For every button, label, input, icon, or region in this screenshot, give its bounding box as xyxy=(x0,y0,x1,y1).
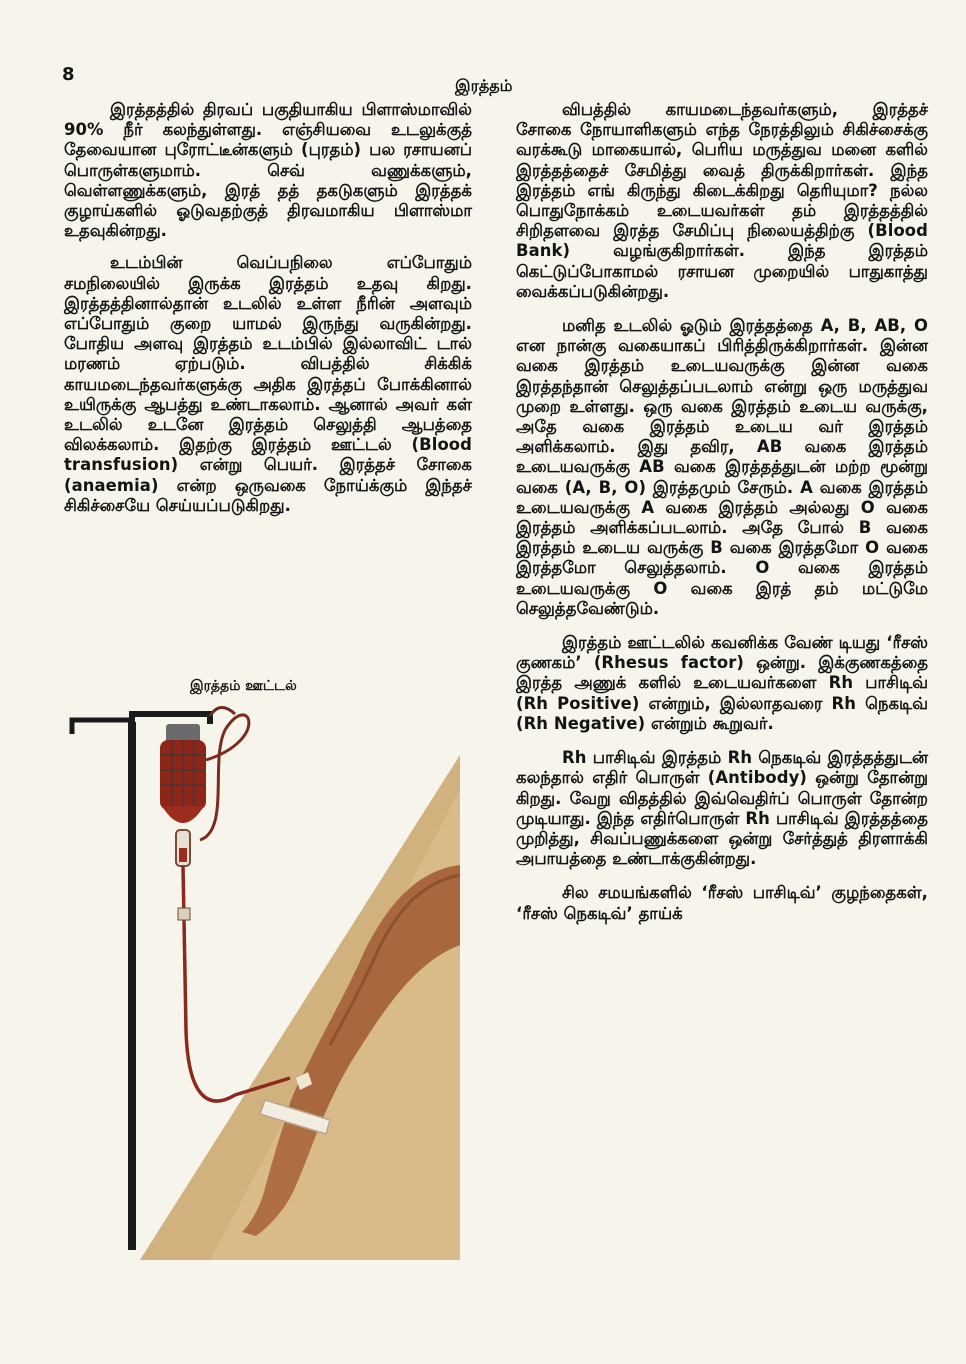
paragraph-plasma: இரத்தத்தில் திரவப் பகுதியாகிய பிளாஸ்மாவில் 90% நீர் கலந்துள்ளது. எஞ்சியவை உடலுக்குத் தேவையான புரோட்டீன்களும் (புரதம்) பல ரசாயனப் பொருள்களுமாம். செவ் வணுக்களும், வெள்ளணுக்களும், இரத் தத் தகடுகளும் இரத்தக் குழாய்களில் ஓடுவதற்குத் திரவமாகிய பிளாஸ்மா உதவுகின்றது. xyxy=(64,100,472,241)
paragraph-body-temperature: உடம்பின் வெப்பநிலை எப்போதும் சமநிலையில் இருக்க இரத்தம் உதவு கிறது. இரத்தத்தினால்தான் உடலில் உள்ள நீரின் அளவும் எப்போதும் குறை யாமல் இருந்து வருகின்றது. போதிய அளவு இரத்தம் உடம்பில் இல்லாவிட் டால் மரணம் ஏற்படும். விபத்தில் சிக்கிக் காயமடைந்தவர்களுக்கு அதிக இரத்தப் போக்கினால் உயிருக்கு ஆபத்து உண்டாகலாம். ஆனால் அவர் கள் உடலில் உடனே இரத்தம் செலுத்தி ஆபத்தை விலக்கலாம். இதற்கு இரத்தம் ஊட்டல் (Blood transfusion) என்று பெயர். இரத்தச் சோகை (anaemia) என்ற ஒருவகை நோய்க்கும் இந்தச் சிகிச்சையே செய்யப்படுகிறது. xyxy=(64,253,472,515)
paragraph-antibody: Rh பாசிடிவ் இரத்தம் Rh நெகடிவ் இரத்தத்துடன் கலந்தால் எதிர் பொருள் (Antibody) ஒன்று தோன்று கிறது. வேறு விதத்தில் இவ்வெதிர்ப் பொருள் தோன்ற முடியாது. இந்த எதிர்பொருள் Rh பாசிடிவ் இரத்தத்தை முறித்து, சிவப்பணுக்களை ஒன்று சேர்த்துத் திரளாக்கி அபாயத்தை உண்டாக்குகின்றது. xyxy=(516,748,928,869)
paragraph-rhesus-children: சில சமயங்களில் ‘ரீசஸ் பாசிடிவ்’ குழந்தைகள், ‘ரீசஸ் நெகடிவ்’ தாய்க் xyxy=(516,883,928,923)
page-number: 8 xyxy=(62,64,75,85)
figure-caption: இரத்தம் ஊட்டல் xyxy=(190,678,297,694)
paragraph-blood-groups: மனித உடலில் ஓடும் இரத்தத்தை A, B, AB, O என நான்கு வகையாகப் பிரித்திருக்கிறார்கள். இன்ன வகை இரத்தம் உடையவருக்கு இன்ன வகை இரத்தந்தான் செலுத்தப்படலாம் என்று ஒரு மருத்துவ முறை உள்ளது. ஒரு வகை இரத்தம் உடைய வருக்கு, அதே வகை இரத்தம் உடைய வர் இரத்தம் அளிக்கலாம். இது தவிர, AB வகை இரத்தம் உடையவருக்கு AB வகை இரத்தத்துடன் மற்ற மூன்று வகை (A, B, O) இரத்தமும் சேரும். A வகை இரத்தம் உடையவருக்கு A வகை இரத்தம் அல்லது O வகை இரத்தம் அளிக்கப்படலாம். அதே போல் B வகை இரத்தம் உடைய வருக்கு B வகை இரத்தமோ O வகை இரத்தமோ செலுத்தலாம். O வகை இரத்தம் உடையவருக்கு O வகை இரத் தம் மட்டுமே செலுத்தவேண்டும். xyxy=(516,316,928,618)
blood-transfusion-illustration xyxy=(60,700,460,1260)
iv-stand-hook xyxy=(132,714,210,724)
left-column xyxy=(64,100,472,528)
paragraph-rhesus-factor: இரத்தம் ஊட்டலில் கவனிக்க வேண் டியது ‘ரீசஸ் குணகம்’ (Rhesus factor) ஒன்று. இக்குணகத்தை இரத்த அணுக் களில் உடையவர்களை Rh பாசிடிவ் (Rh Positive) என்றும், இல்லாதவரை Rh நெகடிவ் (Rh Negative) என்றும் கூறுவர். xyxy=(516,633,928,733)
iv-stand-pole xyxy=(128,722,136,1250)
paragraph-blood-bank: விபத்தில் காயமடைந்தவர்களும், இரத்தச் சோகை நோயாளிகளும் எந்த நேரத்திலும் சிகிச்சைக்கு வரக்கூடு மாகையால், பெரிய மருத்துவ மனை களில் இரத்தத்தைச் சேமித்து வைத் திருக்கிறார்கள். இந்த இரத்தம் எங் கிருந்து கிடைக்கிறது தெரியுமா? நல்ல பொதுநோக்கம் உடையவர்கள் தம் இரத்தத்தில் சிறிதளவை இரத்த சேமிப்பு நிலையத்திற்கு (Blood Bank) வழங்குகிறார்கள். இந்த இரத்தம் கெட்டுப்போகாமல் ரசாயன முறையில் பாதுகாத்து வைக்கப்படுகின்றது. xyxy=(516,100,928,301)
running-title: இரத்தம் xyxy=(455,76,513,95)
air-tube xyxy=(200,715,249,840)
right-column xyxy=(516,100,928,938)
tube-clamp xyxy=(178,908,190,920)
